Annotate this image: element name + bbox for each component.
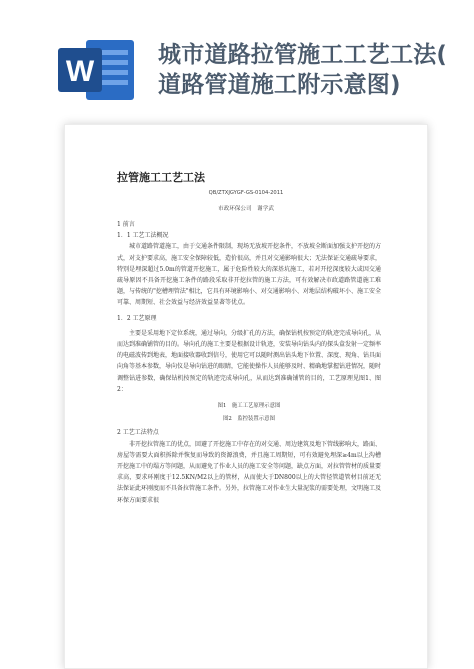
word-document-icon — [58, 38, 136, 102]
title-line-2: 道路管道施工附示意图) — [158, 72, 401, 98]
document-title: 拉管施工工艺工法 — [117, 171, 205, 184]
document-author: 市政环保公司 谢学武 — [218, 206, 274, 212]
figure-caption-2: 图2 监控装置示意图 — [223, 416, 275, 423]
svg-text:W: W — [65, 55, 95, 88]
header — [0, 0, 474, 118]
section-heading-1: 1 前言 — [117, 221, 135, 228]
figure-caption-1: 图1 施工工艺原理示意图 — [217, 403, 281, 410]
title-line-1: 城市道路拉管施工工艺工法( — [158, 42, 448, 68]
paragraph-principle: 主要是采用地下定位系统，通过导向，分级扩孔的方法，确保钻机按预定的轨迹完成导向孔，从而达到准确铺管的目的。导向孔的施工主要是根据设计轨迹，安装导向钻头内的探头盒发射一定频率的电磁波传到地表，地面接收器收到信号，使用它可以随时测出钻头地下位置、深度、现角、钻具面向角等基本参数，导向仪是导向钻进的眼睛，它能使操作人员能够及时、精确地掌握钻进情况，随时调整钻进参数，确保钻机按预定的轨迹完成导向孔，从而达到准确铺管的目的，工艺原理见图1、图2： — [117, 329, 382, 393]
section-heading-2: 2 工艺工法特点 — [117, 429, 159, 437]
document-body — [117, 219, 381, 506]
document-page — [64, 124, 428, 669]
page-title — [158, 40, 468, 100]
section-heading-1-1: 1．1 工艺工法概况 — [117, 232, 169, 240]
paragraph-features: 非开挖拉管施工的优点，回避了开挖施工中存在的对交通、周边建筑及地下管线影响大，路面、房屋等需要大面积拆除并恢复而导致的资源浪费，并且施工周期短，可有效避免埋深≥4m以上沟槽开挖施工中的塌方等问题，从而避免了作业人员的施工安全等问题，缺点方面，对拉管管材的质量要求高，要求环刚度于12.5KN/M2以上的管材，从而使大于DN800以上的大管径管道管材目前还无法保证此环刚度而不具备拉管施工条件。另外，拉管施工对作业生大量泥浆的需要处理，文明施工及环保方面要求很 — [117, 440, 382, 504]
section-heading-1-2: 1．2 工艺原理 — [117, 314, 157, 322]
document-code: QB/ZTXJGYGF-GS-0104-2011 — [208, 190, 284, 196]
paragraph-overview: 城市道路管道施工，由于交通条件限制，现场无放坡开挖条件，不放坡全断面加强支护开挖的方式，对支护要求高，施工安全保障较低，造价很高，并且对交通影响很大；无法保证交通疏导要求，特别是埋深超过5.0m的管道开挖施工，属于危险性较大的深基坑施工，若对开挖深度较大或因交通疏导原因不具备开挖施工条件的路段采取非开挖拉管的施工方法，可有效解决市政道路管道施工难题，与传统的"挖槽埋管法"相比，它具有环境影响小、对交通影响小、对地层结构破坏小、施工安全可靠、周期短、社会效益与经济效益显著等优点。 — [117, 243, 382, 307]
